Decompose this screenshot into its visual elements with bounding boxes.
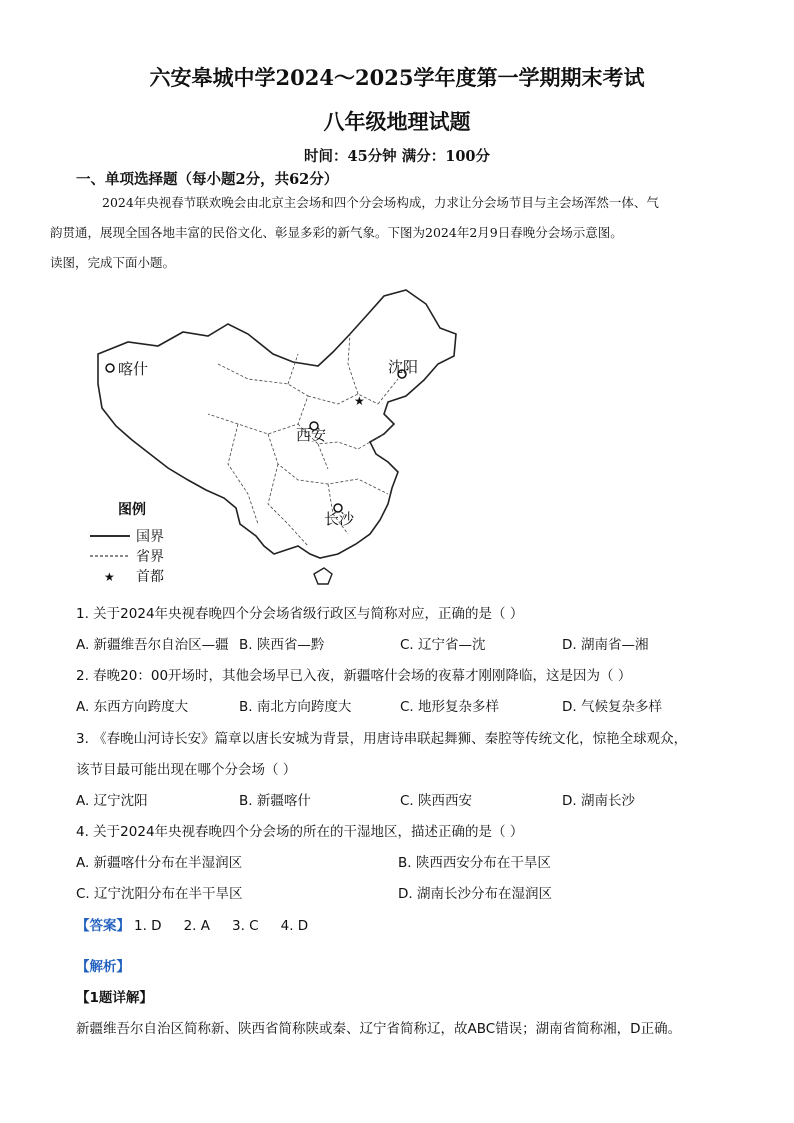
answer-label: 【答案】 <box>76 918 130 934</box>
answer-value: 2. A <box>183 918 210 934</box>
city-label-xian: 西安 <box>296 426 327 444</box>
exam-title: 六安皋城中学2024～2025学年度第一学期期末考试 <box>149 65 645 90</box>
city-label-shenyang: 沈阳 <box>388 358 419 376</box>
q3-option-b: B. 新疆喀什 <box>239 793 311 809</box>
q1-detail-heading: 【1题详解】 <box>76 990 153 1006</box>
intro-line: 韵贯通，展现全国各地丰富的民俗文化、彰显多彩的新气象。下图为2024年2月9日春晚分会场示意图。 <box>50 225 623 240</box>
question-1-stem: 1. 关于2024年央视春晚四个分会场省级行政区与简称对应，正确的是（ ） <box>76 606 524 622</box>
question-4-stem: 4. 关于2024年央视春晚四个分会场的所在的干湿地区，描述正确的是（ ） <box>76 824 524 840</box>
q4-option-d: D. 湖南长沙分布在湿润区 <box>398 886 552 902</box>
q2-option-c: C. 地形复杂多样 <box>400 699 500 715</box>
q4-option-c: C. 辽宁沈阳分布在半干旱区 <box>76 886 243 902</box>
city-label-kashgar: 喀什 <box>118 360 149 378</box>
section-heading: 一、单项选择题（每小题2分，共62分） <box>76 171 339 188</box>
exam-subtitle: 八年级地理试题 <box>323 109 471 134</box>
q1-detail-text: 新疆维吾尔自治区简称新、陕西省简称陕或秦、辽宁省简称辽，故ABC错误；湖南省简称湘，D正确。 <box>76 1021 682 1037</box>
kashgar-marker <box>106 364 114 372</box>
q1-option-c: C. 辽宁省—沈 <box>400 637 486 653</box>
china-map <box>88 284 466 596</box>
answer-value: 1. D <box>134 918 162 934</box>
intro-line: 读图，完成下面小题。 <box>50 255 176 270</box>
capital-star-icon: ★ <box>354 394 365 408</box>
map-legend <box>90 501 164 585</box>
legend-title: 图例 <box>118 502 146 518</box>
city-label-changsha: 长沙 <box>324 510 355 528</box>
q1-option-d: D. 湖南省—湘 <box>562 637 649 653</box>
answer-line <box>76 914 330 934</box>
q1-option-a: A. 新疆维吾尔自治区—疆 <box>76 637 229 653</box>
exam-time-score: 时间：45分钟 满分：100分 <box>304 148 490 165</box>
legend-capital-label: 首都 <box>136 569 164 585</box>
intro-line: 2024年央视春节联欢晚会由北京主会场和四个分会场构成，力求让分会场节目与主会场浑然一体、气 <box>102 195 659 210</box>
question-3-stem: 3. 《春晚山河诗长安》篇章以唐长安城为背景，用唐诗串联起舞狮、秦腔等传统文化，惊艳全球观众， <box>76 731 688 747</box>
q1-option-b: B. 陕西省—黔 <box>239 637 325 653</box>
legend-star-icon: ★ <box>104 570 115 584</box>
intro-paragraph <box>50 188 726 278</box>
legend-province-label: 省界 <box>136 549 164 565</box>
q3-option-a: A. 辽宁沈阳 <box>76 793 148 809</box>
analysis-label: 【解析】 <box>76 959 130 975</box>
q4-option-a: A. 新疆喀什分布在半湿润区 <box>76 855 243 871</box>
q2-option-d: D. 气候复杂多样 <box>562 699 662 715</box>
q4-option-b: B. 陕西西安分布在干旱区 <box>398 855 551 871</box>
question-2-stem: 2. 春晚20：00开场时，其他会场早已入夜，新疆喀什会场的夜幕才刚刚降临，这是因为（ ） <box>76 668 632 684</box>
q2-option-b: B. 南北方向跨度大 <box>239 699 352 715</box>
question-3-stem-continued: 该节目最可能出现在哪个分会场（ ） <box>76 762 297 778</box>
q3-option-d: D. 湖南长沙 <box>562 793 635 809</box>
answer-value: 3. C <box>232 918 259 934</box>
legend-border-label: 国界 <box>136 529 164 545</box>
q3-option-c: C. 陕西西安 <box>400 793 473 809</box>
q2-option-a: A. 东西方向跨度大 <box>76 699 189 715</box>
answer-value: 4. D <box>280 918 309 934</box>
